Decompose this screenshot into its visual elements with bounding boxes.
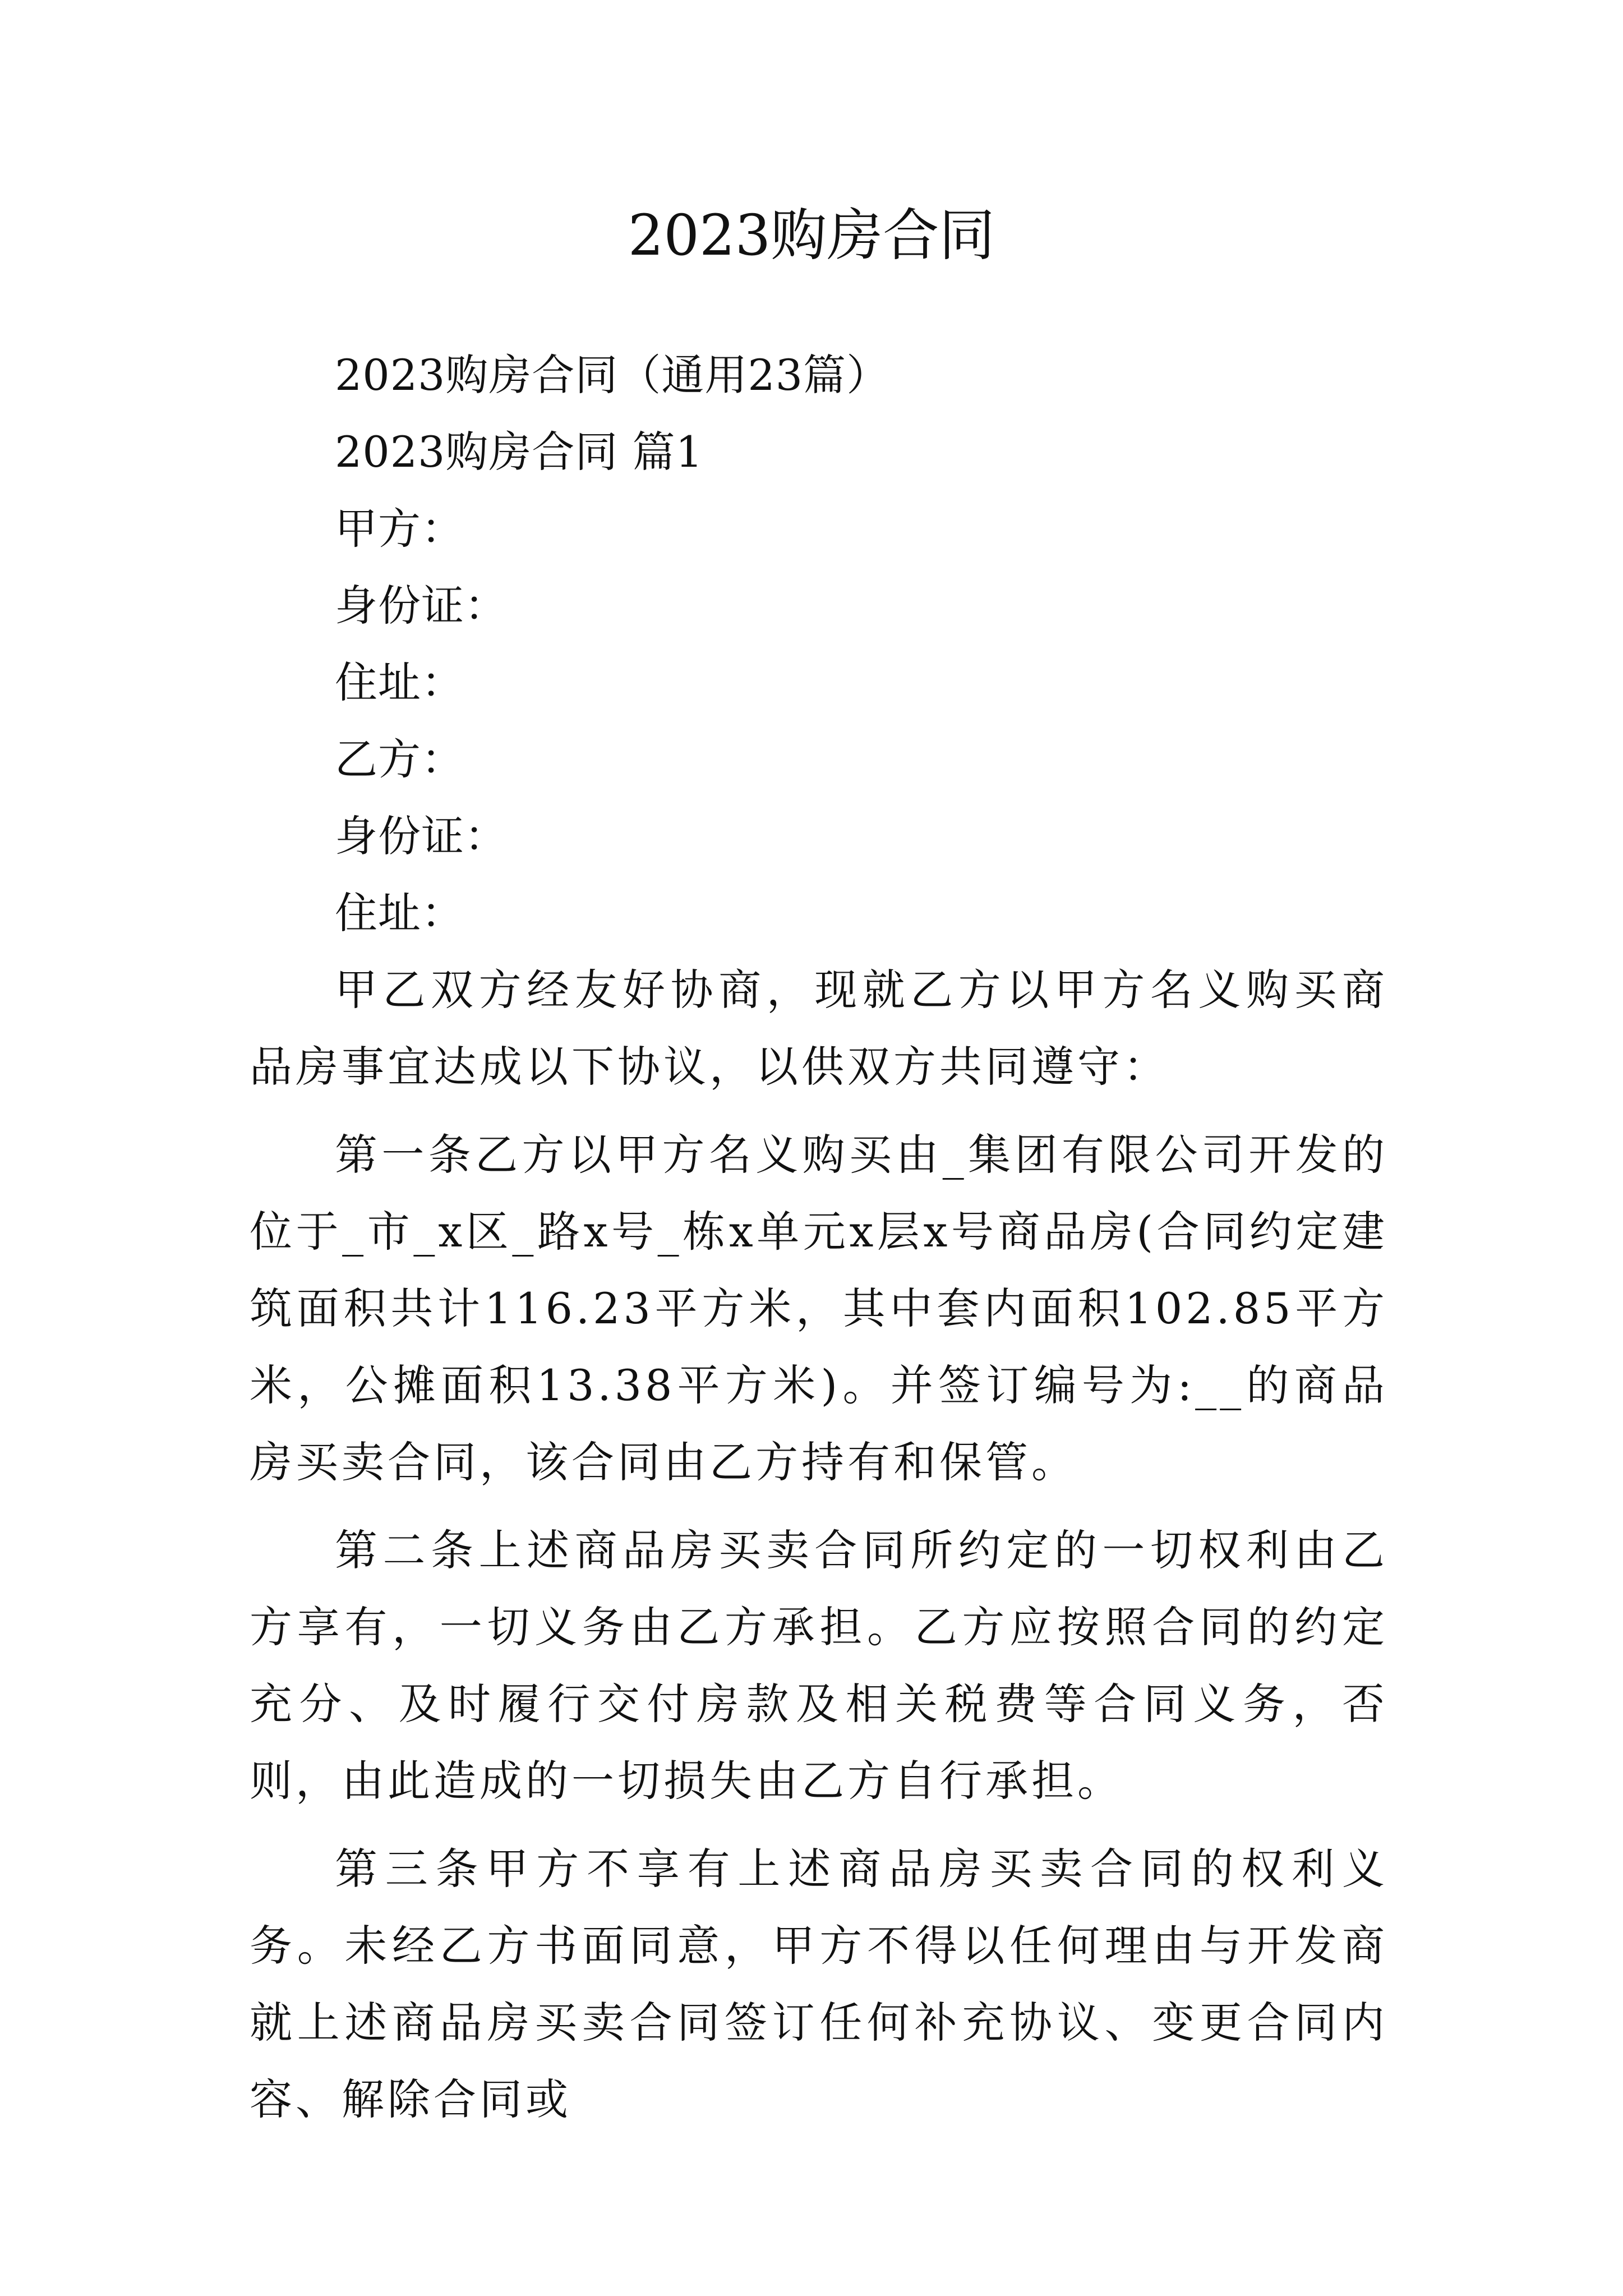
document-subtitle: 2023购房合同（通用23篇） <box>335 350 890 400</box>
paragraph-article-3: 第三条甲方不享有上述商品房买卖合同的权利义务。未经乙方书面同意，甲方不得以任何理由与开发商就上述商品房买卖合同签订任何补充协议、变更合同内容、解除合同或 <box>250 1844 1388 2124</box>
party-a-id-label: 身份证： <box>335 581 508 631</box>
party-b-label: 乙方： <box>335 734 464 784</box>
paragraph-article-2: 第二条上述商品房买卖合同所约定的一切权利由乙方享有，一切义务由乙方承担。乙方应按照合同的约定充分、及时履行交付房款及相关税费等合同义务，否则，由此造成的一切损失由乙方自行承担。 <box>250 1525 1388 1806</box>
document-body <box>250 337 1388 2149</box>
paragraph-preamble: 甲乙双方经友好协商，现就乙方以甲方名义购买商品房事宜达成以下协议，以供双方共同遵守： <box>250 965 1388 1092</box>
party-b-address-label: 住址： <box>335 888 464 938</box>
section-heading: 2023购房合同 篇1 <box>335 427 703 477</box>
document-title: 2023购房合同 <box>628 203 995 268</box>
paragraph-article-1: 第一条乙方以甲方名义购买由_集团有限公司开发的位于_市_x区_路x号_栋x单元x层x号商品房(合同约定建筑面积共计116.23平方米，其中套内面积102.85平方米，公摊面积13.38平方米)。并签订编号为:__的商品房买卖合同，该合同由乙方持有和保管。 <box>250 1130 1388 1487</box>
party-a-label: 甲方： <box>335 504 464 554</box>
party-a-address-label: 住址： <box>335 657 464 707</box>
party-b-id-label: 身份证： <box>335 811 508 861</box>
